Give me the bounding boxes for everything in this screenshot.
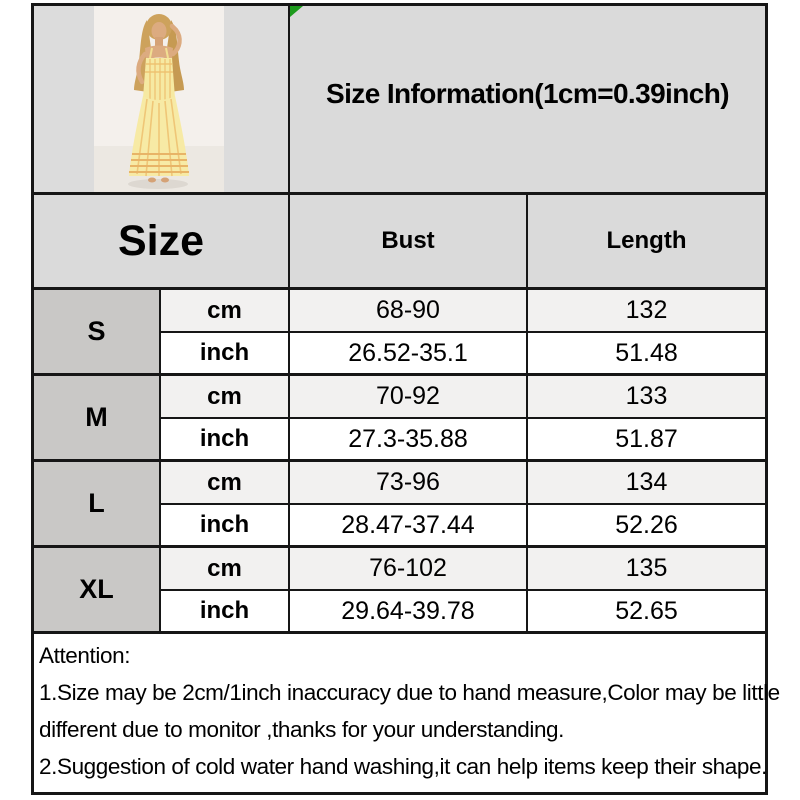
unit-cell: cm (161, 376, 288, 419)
product-photo-illustration (94, 6, 224, 192)
top-row (34, 6, 765, 195)
attention-line: different due to monitor ,thanks for your understanding. (39, 717, 565, 742)
excel-corner-marker-icon (290, 6, 303, 17)
size-label: L (34, 462, 161, 545)
photo-side-panel-right (224, 6, 288, 192)
unit-cell: inch (161, 591, 288, 631)
size-label: S (34, 290, 161, 373)
attention-heading: Attention: (39, 643, 131, 668)
length-value: 134 (528, 462, 765, 505)
unit-cell: inch (161, 333, 288, 373)
bust-value: 68-90 (290, 290, 526, 333)
column-header-bust: Bust (290, 195, 528, 287)
unit-cell: inch (161, 505, 288, 545)
bust-value: 26.52-35.1 (290, 333, 526, 373)
size-label: XL (34, 548, 161, 631)
size-chart-sheet (31, 3, 780, 795)
length-value: 51.87 (528, 419, 765, 459)
table-row-group-m (34, 376, 765, 462)
attention-line: 2.Suggestion of cold water hand washing,it can help items keep their shape. (39, 754, 767, 779)
table-header-row (34, 195, 765, 290)
attention-note (34, 634, 780, 788)
length-value: 132 (528, 290, 765, 333)
size-label: M (34, 376, 161, 459)
table-row-group-xl (34, 548, 765, 634)
unit-cell: cm (161, 290, 288, 333)
unit-cell: inch (161, 419, 288, 459)
table-row-group-s (34, 290, 765, 376)
bust-value: 27.3-35.88 (290, 419, 526, 459)
product-photo-cell (34, 6, 290, 192)
bust-value: 73-96 (290, 462, 526, 505)
attention-line: 1.Size may be 2cm/1inch inaccuracy due to hand measure,Color may be little (39, 680, 780, 705)
bust-value: 29.64-39.78 (290, 591, 526, 631)
unit-cell: cm (161, 462, 288, 505)
unit-cell: cm (161, 548, 288, 591)
length-value: 51.48 (528, 333, 765, 373)
length-value: 52.26 (528, 505, 765, 545)
column-header-size: Size (34, 195, 290, 287)
bust-value: 70-92 (290, 376, 526, 419)
length-value: 52.65 (528, 591, 765, 631)
photo-side-panel-left (34, 6, 94, 192)
bust-value: 76-102 (290, 548, 526, 591)
bust-value: 28.47-37.44 (290, 505, 526, 545)
length-value: 133 (528, 376, 765, 419)
table-row-group-l (34, 462, 765, 548)
page-title: Size Information(1cm=0.39inch) (326, 78, 729, 109)
column-header-length: Length (606, 227, 687, 254)
length-value: 135 (528, 548, 765, 591)
title-cell (290, 6, 765, 192)
